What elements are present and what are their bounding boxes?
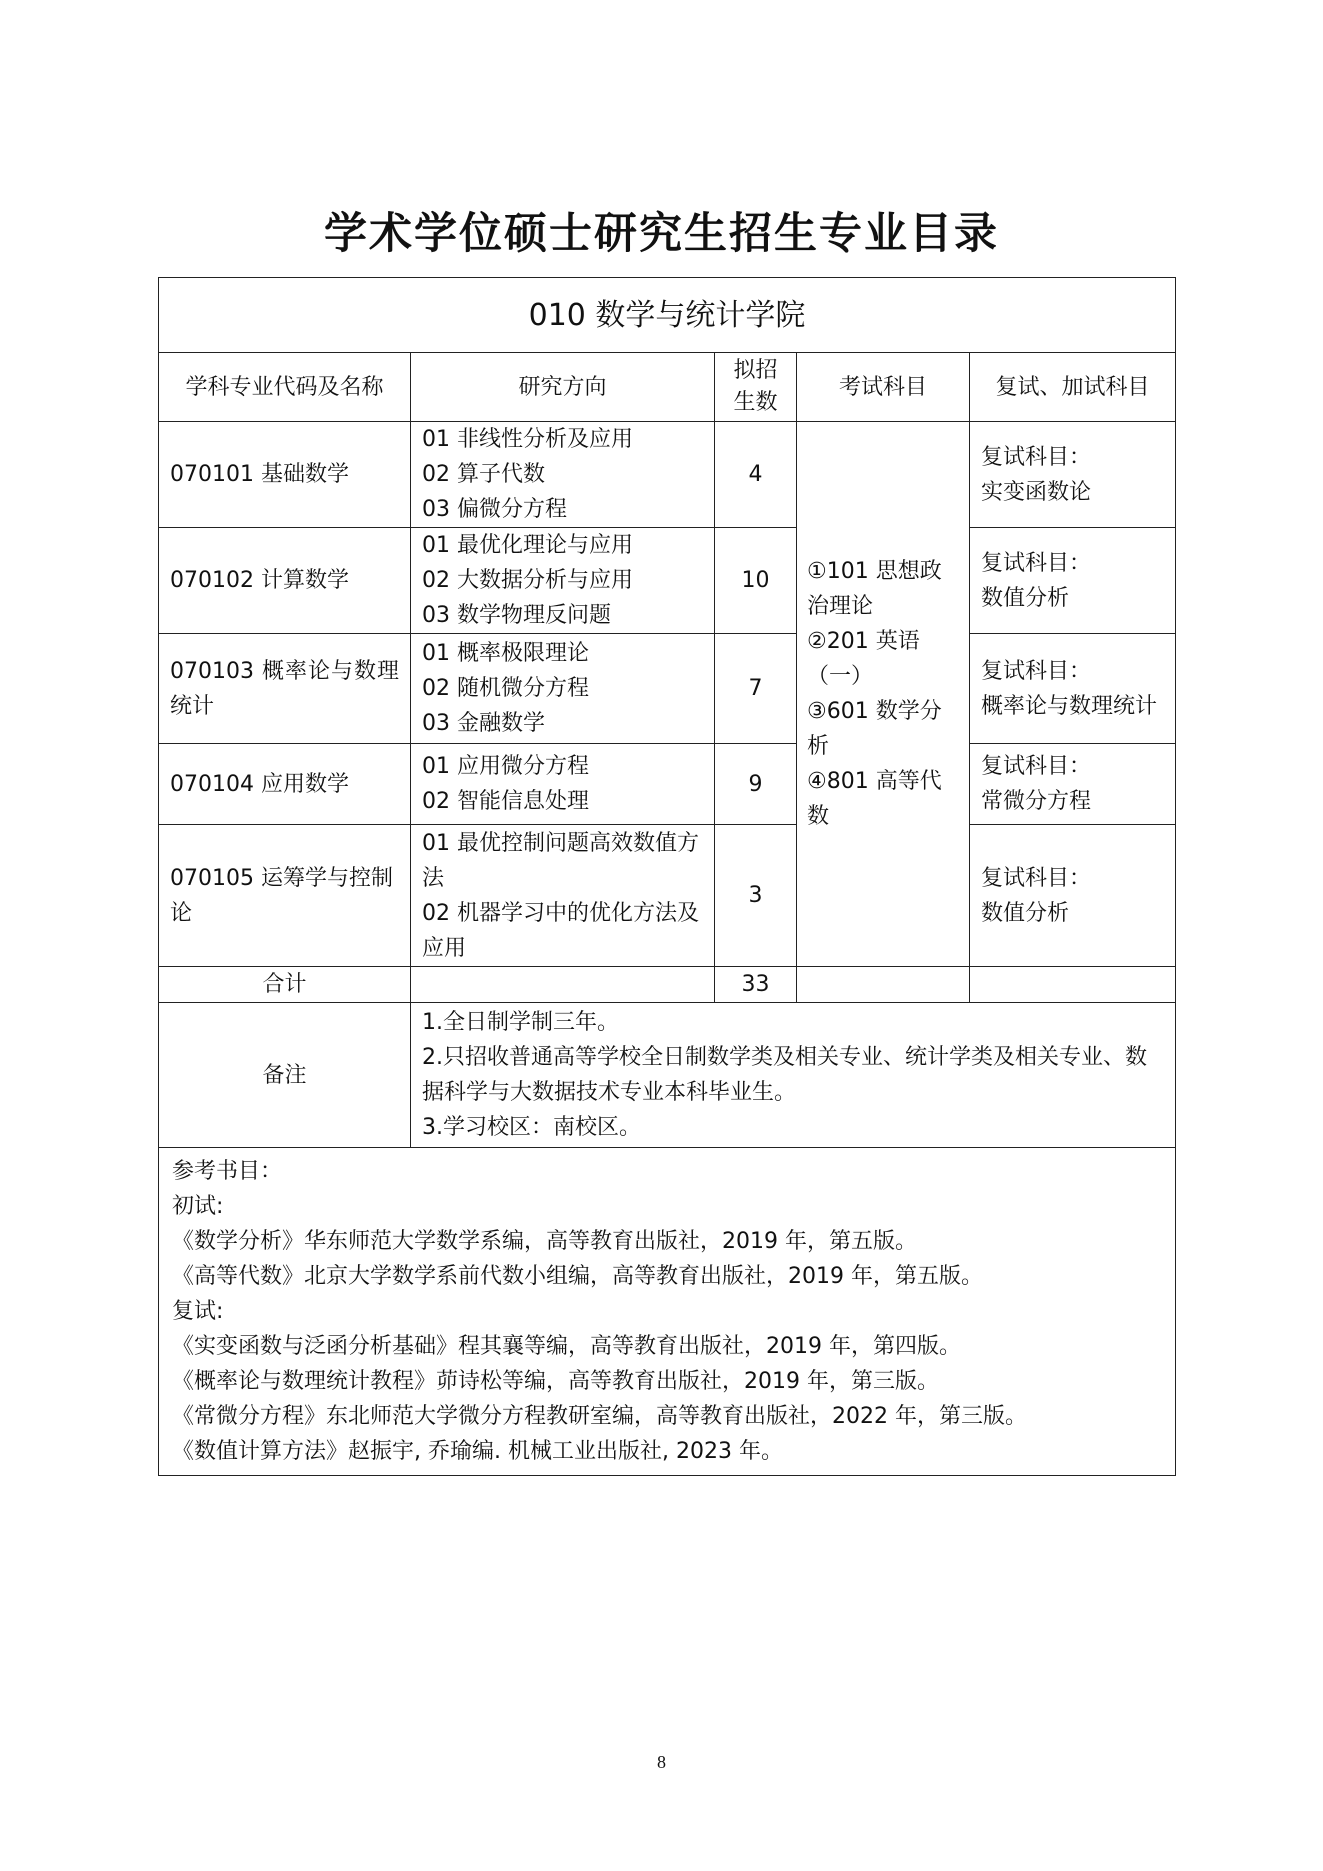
- reference-line: 复试:: [172, 1299, 224, 1324]
- catalog-table: [158, 277, 1176, 1476]
- table-row: [159, 744, 1176, 825]
- retest-label: 复试科目：: [981, 444, 1092, 470]
- exam-subject: ③601 数学分析: [807, 699, 942, 759]
- total-label: 合计: [159, 967, 411, 1003]
- reference-line: 《数值计算方法》赵振宇, 乔瑜编. 机械工业出版社, 2023 年。: [172, 1439, 783, 1464]
- major-cell: 070104 应用数学: [159, 744, 411, 825]
- notes-cell: [411, 1003, 1176, 1148]
- notes-label: 备注: [159, 1003, 411, 1148]
- reference-line: 《常微分方程》东北师范大学微分方程教研室编，高等教育出版社，2022 年，第三版。: [172, 1404, 1027, 1429]
- total-value: 33: [715, 967, 797, 1003]
- header-retest: 复试、加试科目: [970, 353, 1176, 422]
- direction-cell: [411, 422, 715, 528]
- major-cell: 070101 基础数学: [159, 422, 411, 528]
- reference-line: 《实变函数与泛函分析基础》程其襄等编，高等教育出版社，2019 年，第四版。: [172, 1334, 961, 1359]
- direction-item: 01 非线性分析及应用: [422, 427, 633, 452]
- exam-subject: ②201 英语（一）: [807, 629, 920, 689]
- header-quota: [715, 353, 797, 422]
- direction-item: 01 最优控制问题高效数值方法: [422, 830, 699, 891]
- quota-cell: 10: [715, 528, 797, 634]
- direction-item: 02 大数据分析与应用: [422, 568, 633, 593]
- header-direction: 研究方向: [411, 353, 715, 422]
- retest-subject: 数值分析: [981, 585, 1070, 611]
- retest-subject: 常微分方程: [981, 789, 1092, 814]
- reference-line: 《高等代数》北京大学数学系前代数小组编，高等教育出版社，2019 年，第五版。: [172, 1264, 983, 1289]
- retest-subject: 概率论与数理统计: [981, 693, 1158, 719]
- retest-cell: [970, 528, 1176, 634]
- reference-line: 《概率论与数理统计教程》茆诗松等编，高等教育出版社，2019 年，第三版。: [172, 1369, 939, 1394]
- page-number: 8: [657, 1752, 666, 1772]
- total-empty-cell: [797, 967, 970, 1003]
- retest-cell: [970, 634, 1176, 744]
- header-exam: 考试科目: [797, 353, 970, 422]
- references-row: [159, 1148, 1176, 1476]
- exam-subjects-cell: [797, 422, 970, 967]
- direction-item: 03 金融数学: [422, 711, 545, 736]
- table-row: [159, 825, 1176, 967]
- direction-cell: [411, 744, 715, 825]
- reference-line: 初试:: [172, 1194, 224, 1219]
- major-cell: 070102 计算数学: [159, 528, 411, 634]
- exam-subject: ①101 思想政治理论: [807, 559, 942, 619]
- total-empty-cell: [411, 967, 715, 1003]
- quota-cell: 7: [715, 634, 797, 744]
- notes-row: [159, 1003, 1176, 1148]
- note-item: 2.只招收普通高等学校全日制数学类及相关专业、统计学类及相关专业、数据科学与大数据技术专业本科毕业生。: [422, 1045, 1147, 1105]
- retest-label: 复试科目：: [981, 658, 1092, 684]
- header-quota-text: 拟招生数: [733, 358, 778, 415]
- retest-label: 复试科目：: [981, 865, 1092, 891]
- direction-item: 01 最优化理论与应用: [422, 533, 633, 558]
- direction-item: 02 机器学习中的优化方法及应用: [422, 900, 699, 961]
- direction-item: 02 随机微分方程: [422, 676, 589, 701]
- header-major: 学科专业代码及名称: [159, 353, 411, 422]
- retest-label: 复试科目：: [981, 754, 1092, 779]
- reference-line: 参考书目：: [172, 1159, 283, 1184]
- direction-item: 01 概率极限理论: [422, 641, 589, 666]
- quota-cell: 9: [715, 744, 797, 825]
- retest-cell: [970, 825, 1176, 967]
- total-row: [159, 967, 1176, 1003]
- table-row: [159, 528, 1176, 634]
- exam-subject: ④801 高等代数: [807, 769, 942, 829]
- direction-cell: [411, 528, 715, 634]
- quota-cell: 3: [715, 825, 797, 967]
- direction-item: 02 算子代数: [422, 462, 545, 487]
- retest-cell: [970, 422, 1176, 528]
- direction-cell: [411, 825, 715, 967]
- retest-label: 复试科目：: [981, 550, 1092, 576]
- reference-line: 《数学分析》华东师范大学数学系编，高等教育出版社，2019 年，第五版。: [172, 1229, 917, 1254]
- table-row: [159, 422, 1176, 528]
- quota-cell: 4: [715, 422, 797, 528]
- college-name: 010 数学与统计学院: [159, 278, 1176, 353]
- major-cell: 070105 运筹学与控制论: [159, 825, 411, 967]
- total-empty-cell: [970, 967, 1176, 1003]
- retest-subject: 数值分析: [981, 900, 1070, 926]
- direction-cell: [411, 634, 715, 744]
- note-item: 3.学习校区：南校区。: [422, 1115, 641, 1140]
- retest-subject: 实变函数论: [981, 479, 1092, 505]
- page-title: 学术学位硕士研究生招生专业目录: [324, 209, 999, 259]
- direction-item: 03 偏微分方程: [422, 497, 567, 522]
- major-cell: 070103 概率论与数理统计: [159, 634, 411, 744]
- direction-item: 02 智能信息处理: [422, 789, 589, 814]
- references-cell: [159, 1148, 1176, 1476]
- table-row: [159, 634, 1176, 744]
- retest-cell: [970, 744, 1176, 825]
- direction-item: 01 应用微分方程: [422, 754, 589, 779]
- note-item: 1.全日制学制三年。: [422, 1010, 619, 1035]
- direction-item: 03 数学物理反问题: [422, 603, 611, 628]
- header-row: [159, 353, 1176, 422]
